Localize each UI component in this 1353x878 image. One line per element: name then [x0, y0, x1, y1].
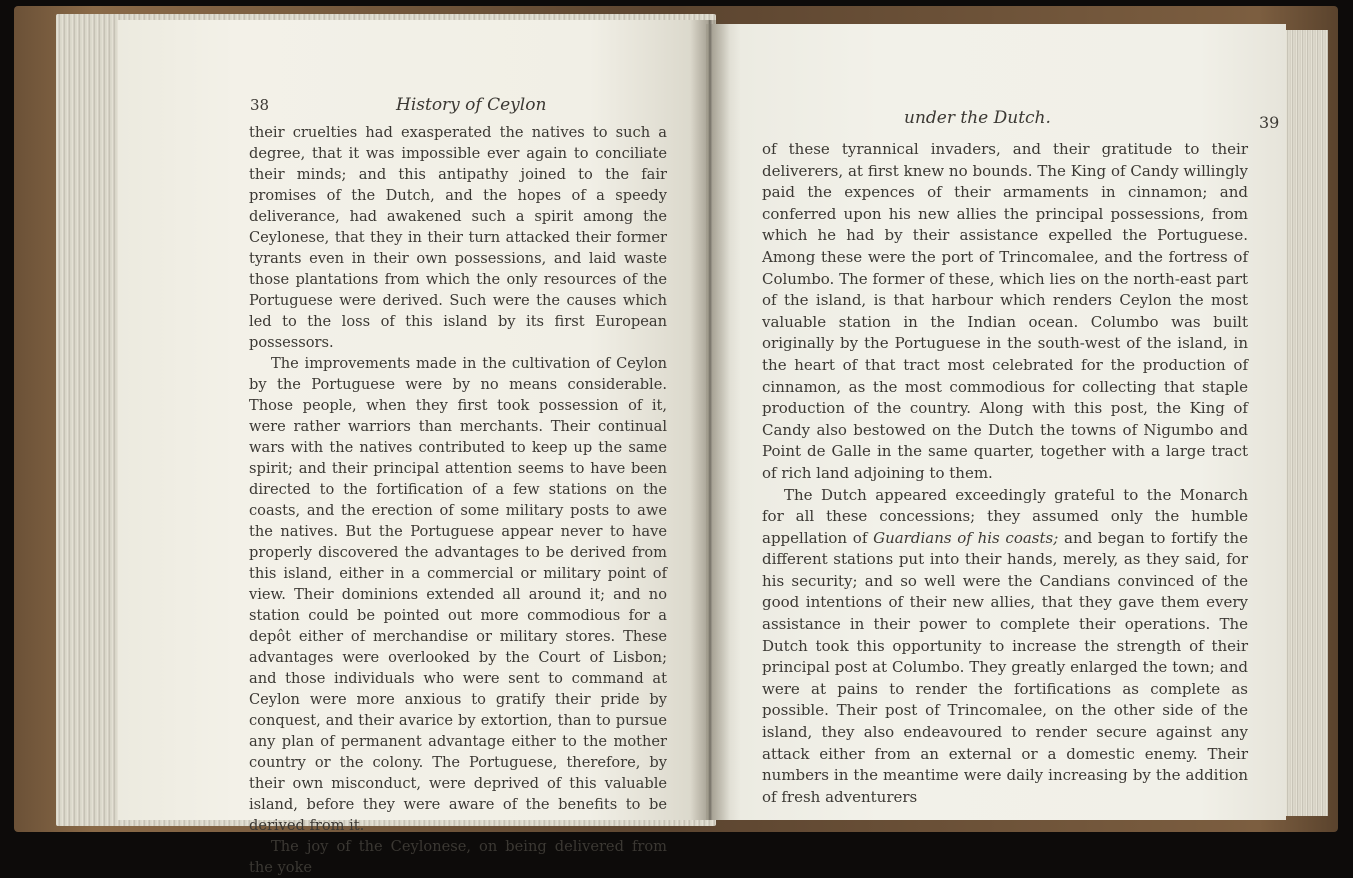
right-page-edges	[1282, 30, 1328, 816]
right-page-number: 39	[1259, 113, 1280, 132]
right-running-head: under the Dutch.	[904, 108, 1051, 128]
paragraph: The improvements made in the cultivation of Ceylon by the Portuguese were by no means considerable. Those people, when they first took possession of it, were rather warriors than merchants. Their continual wars with the natives contributed to keep up the same spirit; and their principal attention seems to have been directed to the fortification of a few stations on the coasts, and the erection of some military posts to awe the natives. But the Portuguese appear never to have properly discovered the advantages to be derived from this island, either in a commercial or military point of view. Their dominions extended all around it; and no station could be pointed out more commodious for a depôt either of merchandise or military stores. These advantages were overlooked by the Court of Lisbon; and those individuals who were sent to command at Ceylon were more anxious to gratify their pride by conquest, and their avarice by extortion, than to pursue any plan of permanent advantage either to the mother country or the colony. The Portuguese, therefore, by their own misconduct, were deprived of this valuable island, before they were aware of the benefits to be derived from it.	[249, 355, 667, 834]
paragraph: of these tyrannical invaders, and their gratitude to their deliverers, at first knew no bounds. The King of Candy willingly paid the expences of their armaments in cinnamon; and conferred upon his new allies the principal possessions, from which he had by their assistance expelled the Portuguese. Among these were the port of Trincomalee, and the fortress of Columbo. The former of these, which lies on the north-east part of the island, is that harbour which renders Ceylon the most valuable station in the Indian ocean. Columbo was built originally by the Portuguese in the south-west of the island, in the heart of that tract most celebrated for the production of cinnamon, as the most commodious for collecting that staple production of the country. Along with this post, the King of Candy also bestowed on the Dutch the towns of Nigumbo and Point de Galle in the same quarter, together with a large tract of rich land adjoining to them.	[762, 140, 1248, 482]
left-body-text	[249, 122, 667, 878]
paragraph	[762, 485, 1248, 809]
right-body-text	[762, 139, 1248, 808]
paragraph: their cruelties had exasperated the natives to such a degree, that it was impossible ever again to conciliate their minds; and this antipathy joined to the fair promises of the Dutch, and the hopes of a speedy deliverance, had awakened such a spirit among the Ceylonese, that they in their turn attacked their former tyrants even in their own possessions, and laid waste those plantations from which the only resources of the Portuguese were derived. Such were the causes which led to the loss of this island by its first European possessors.	[249, 124, 667, 351]
italic-phrase: Guardians of his coasts;	[873, 528, 1059, 547]
left-running-head: History of Ceylon	[396, 95, 547, 115]
paragraph: The joy of the Ceylonese, on being delivered from the yoke	[249, 838, 667, 876]
paragraph-text: and began to fortify the different stations put into their hands, merely, as they said, for his security; and so well were the Candians convinced of the good intentions of their new allies, that they gave them every assistance in their power to complete their operations. The Dutch took this opportunity to increase the strength of their principal post at Columbo. They greatly enlarged the town; and were at pains to render the fortifications as complete as possible. Their post of Trincomalee, on the other side of the island, they also endeavoured to render secure against any attack either from an external or a domestic enemy. Their numbers in the meantime were daily increasing by the addition of fresh adventurers	[762, 528, 1248, 806]
paragraph-text: The Dutch appeared exceedingly grateful to the Monarch for all these concessions; they assumed only the humble appellation of	[762, 485, 1248, 547]
left-page-number: 38	[250, 96, 270, 114]
book-gutter	[690, 20, 730, 820]
